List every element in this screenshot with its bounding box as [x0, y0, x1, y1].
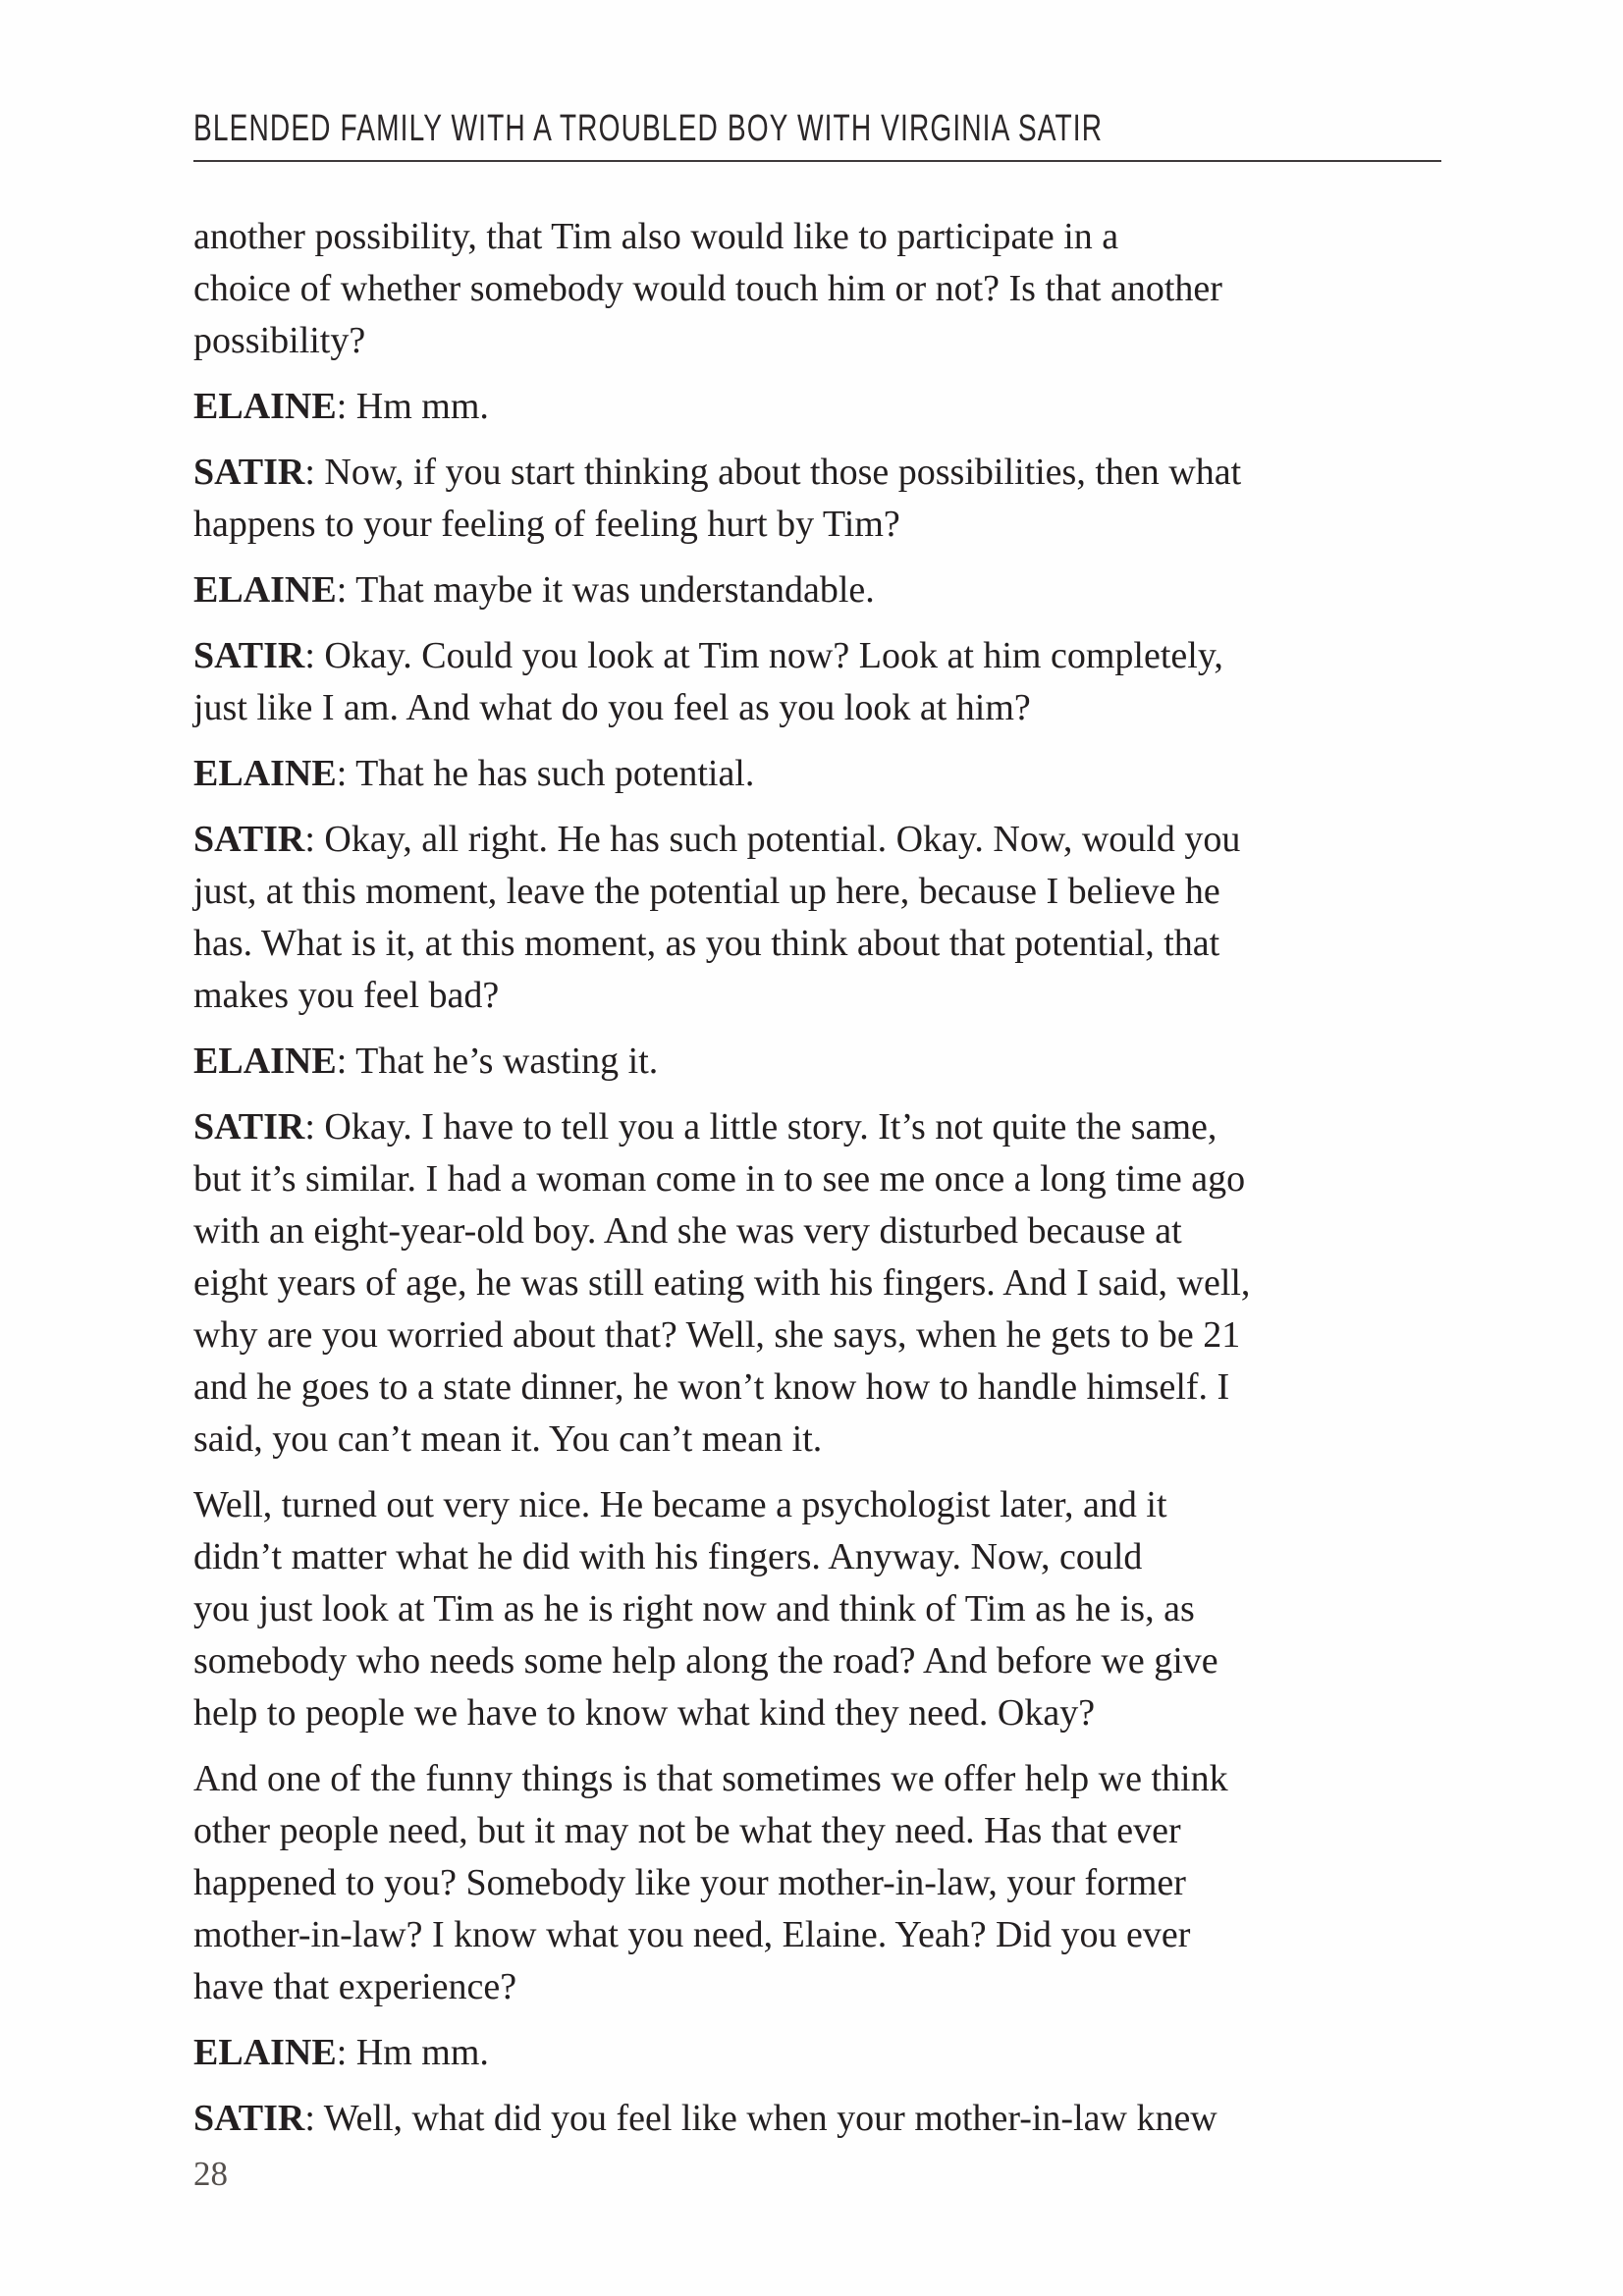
dialogue-line: SATIR: Okay, all right. He has such potential. Okay. Now, would you — [193, 819, 1241, 860]
paragraph — [193, 2027, 1441, 2079]
paragraph — [193, 1479, 1441, 1739]
header-rule — [193, 160, 1441, 162]
paragraph — [193, 748, 1441, 800]
dialogue-line: happens to your feeling of feeling hurt by Tim? — [193, 504, 900, 545]
paragraph — [193, 814, 1441, 1022]
dialogue-line: ELAINE: Hm mm. — [193, 2032, 489, 2073]
speaker-name: SATIR — [193, 635, 305, 676]
dialogue-line: help to people we have to know what kind they need. Okay? — [193, 1692, 1096, 1734]
paragraph — [193, 211, 1441, 367]
paragraph — [193, 447, 1441, 551]
dialogue-line: somebody who needs some help along the road? And before we give — [193, 1640, 1218, 1682]
speaker-name: SATIR — [193, 819, 305, 860]
dialogue-line: another possibility, that Tim also would like to participate in a — [193, 216, 1119, 257]
dialogue-line: but it’s similar. I had a woman come in to see me once a long time ago — [193, 1158, 1246, 1200]
dialogue-line: just, at this moment, leave the potential up here, because I believe he — [193, 871, 1220, 912]
dialogue-line: you just look at Tim as he is right now and think of Tim as he is, as — [193, 1588, 1195, 1629]
speaker-name: ELAINE — [193, 569, 337, 611]
paragraph — [193, 381, 1441, 433]
dialogue-line: ELAINE: That maybe it was understandable. — [193, 569, 875, 611]
dialogue-line: mother-in-law? I know what you need, Elaine. Yeah? Did you ever — [193, 1914, 1191, 1955]
running-header: BLENDED FAMILY WITH A TROUBLED BOY WITH VIRGINIA SATIR — [193, 108, 1104, 149]
paragraph — [193, 2093, 1441, 2145]
speaker-name: ELAINE — [193, 386, 337, 427]
dialogue-line: just like I am. And what do you feel as you look at him? — [193, 687, 1031, 728]
dialogue-line: happened to you? Somebody like your mother-in-law, your former — [193, 1862, 1186, 1903]
page-number: 28 — [193, 2155, 228, 2193]
dialogue-line: SATIR: Okay. Could you look at Tim now? Look at him completely, — [193, 635, 1223, 676]
dialogue-line: Well, turned out very nice. He became a psychologist later, and it — [193, 1484, 1167, 1525]
paragraph — [193, 1036, 1441, 1088]
dialogue-line: ELAINE: Hm mm. — [193, 386, 489, 427]
dialogue-line: choice of whether somebody would touch him or not? Is that another — [193, 268, 1222, 309]
paragraph — [193, 564, 1441, 616]
paragraph — [193, 1101, 1441, 1466]
dialogue-line: why are you worried about that? Well, she says, when he gets to be 21 — [193, 1314, 1241, 1356]
speaker-name: ELAINE — [193, 753, 337, 794]
dialogue-line: have that experience? — [193, 1966, 517, 2007]
speaker-name: SATIR — [193, 2098, 305, 2139]
dialogue-line: SATIR: Well, what did you feel like when your mother-in-law knew — [193, 2098, 1217, 2139]
dialogue-line: ELAINE: That he has such potential. — [193, 753, 755, 794]
dialogue-line: said, you can’t mean it. You can’t mean it. — [193, 1418, 823, 1460]
dialogue-line: other people need, but it may not be what they need. Has that ever — [193, 1810, 1181, 1851]
dialogue-line: SATIR: Okay. I have to tell you a little story. It’s not quite the same, — [193, 1106, 1217, 1148]
speaker-name: ELAINE — [193, 2032, 337, 2073]
dialogue-line: has. What is it, at this moment, as you think about that potential, that — [193, 923, 1220, 964]
dialogue-line: with an eight-year-old boy. And she was very disturbed because at — [193, 1210, 1182, 1252]
dialogue-line: didn’t matter what he did with his fingers. Anyway. Now, could — [193, 1536, 1143, 1577]
paragraph — [193, 1753, 1441, 2013]
dialogue-line: ELAINE: That he’s wasting it. — [193, 1041, 659, 1082]
dialogue-line: possibility? — [193, 320, 366, 361]
dialogue-line: and he goes to a state dinner, he won’t know how to handle himself. I — [193, 1366, 1230, 1408]
dialogue-line: makes you feel bad? — [193, 975, 500, 1016]
dialogue-line: And one of the funny things is that sometimes we offer help we think — [193, 1758, 1228, 1799]
speaker-name: SATIR — [193, 1106, 305, 1148]
transcript-body — [193, 211, 1441, 2145]
speaker-name: ELAINE — [193, 1041, 337, 1082]
dialogue-line: eight years of age, he was still eating with his fingers. And I said, well, — [193, 1262, 1251, 1304]
speaker-name: SATIR — [193, 452, 305, 493]
dialogue-line: SATIR: Now, if you start thinking about those possibilities, then what — [193, 452, 1242, 493]
paragraph — [193, 630, 1441, 734]
